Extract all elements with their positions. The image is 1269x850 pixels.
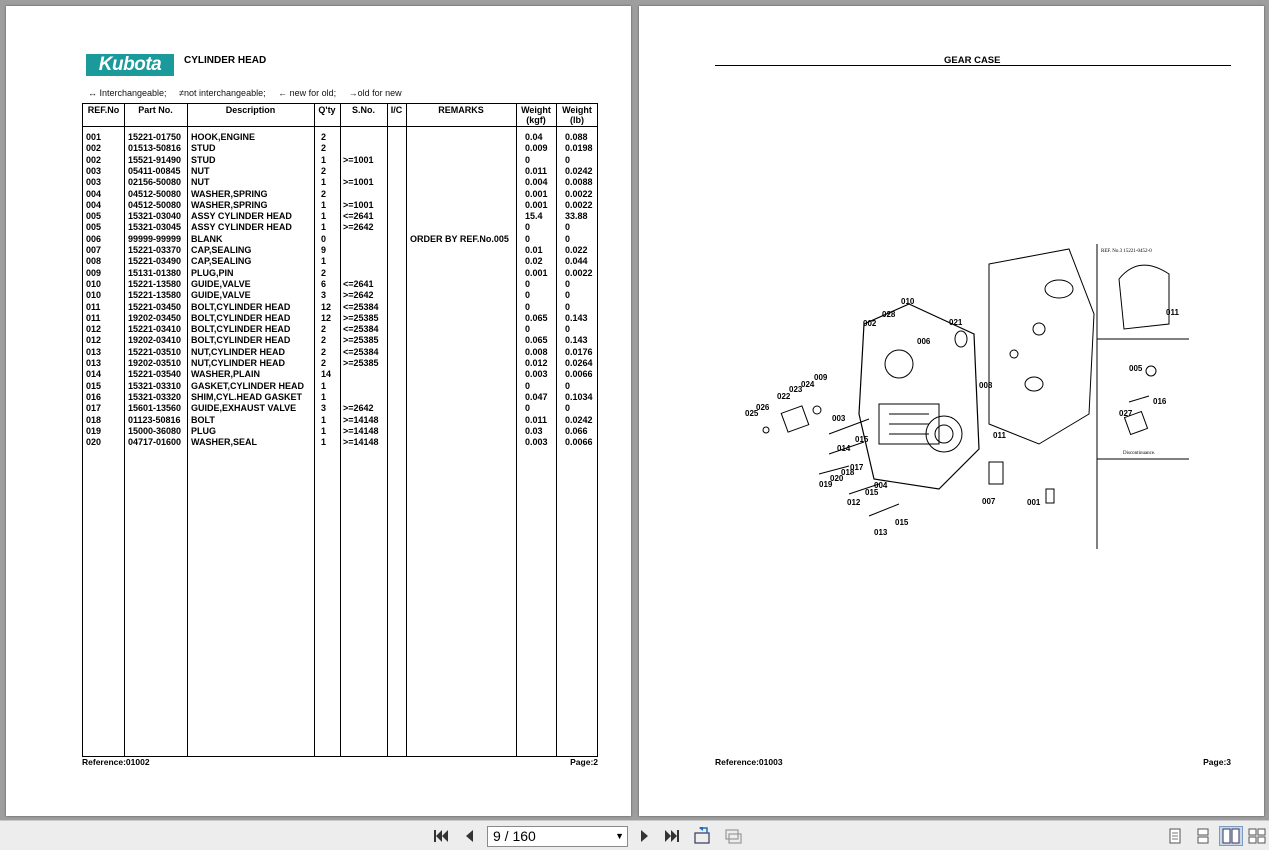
- cell-weight-kgf: 0: [525, 154, 531, 165]
- table-row: [83, 437, 597, 448]
- reference-left: Reference:01002: [82, 757, 150, 767]
- table-row: [83, 211, 597, 222]
- two-page-icon: [1222, 828, 1240, 844]
- cell-serial-no: >=2642: [343, 290, 374, 301]
- table-row: [83, 166, 597, 177]
- last-page-button[interactable]: [662, 827, 682, 845]
- callout-011-inset: 011: [1166, 308, 1179, 317]
- cell-description: ASSY CYLINDER HEAD: [191, 211, 292, 222]
- inset-ref-text: REF. No.3 15221-0452-0: [1101, 249, 1152, 254]
- callout-014: 014: [837, 444, 851, 453]
- cell-qty: 2: [321, 132, 327, 142]
- cell-serial-no: >=2642: [343, 222, 374, 233]
- callout-022: 022: [777, 392, 791, 401]
- cell-part-no: 15321-03310: [128, 380, 182, 391]
- cell-weight-kgf: 0: [525, 380, 531, 391]
- callout-018: 018: [841, 468, 855, 477]
- cell-description: BOLT,CYLINDER HEAD: [191, 312, 291, 323]
- cell-description: BLANK: [191, 233, 223, 244]
- cell-serial-no: >=1001: [343, 177, 374, 188]
- cell-weight-lb: 0.044: [565, 256, 588, 267]
- page-title-right: GEAR CASE: [944, 55, 1001, 66]
- cell-weight-lb: 0.066: [565, 425, 588, 436]
- cell-weight-lb: 0: [565, 301, 571, 312]
- cell-remarks: ORDER BY REF.No.005: [410, 233, 509, 244]
- callout-004: 004: [874, 481, 888, 490]
- last-page-icon: [663, 829, 681, 843]
- callout-027: 027: [1119, 409, 1133, 418]
- callout-025: 025: [745, 409, 759, 418]
- cell-description: CAP,SEALING: [191, 245, 252, 255]
- gear-case-diagram: [739, 234, 1199, 554]
- go-back-view-button[interactable]: [692, 827, 714, 845]
- cell-weight-kgf: 0.047: [525, 391, 548, 402]
- cell-weight-lb: 0.0088: [565, 177, 593, 188]
- cell-qty: 0: [321, 233, 327, 244]
- cell-weight-kgf: 0: [525, 222, 531, 233]
- cell-part-no: 19202-03450: [128, 312, 182, 323]
- legend-interchangeable: ↔ Interchangeable;: [88, 88, 167, 98]
- callout-013: 013: [874, 528, 888, 537]
- table-row: [83, 290, 597, 301]
- cell-qty: 1: [321, 154, 327, 165]
- cell-ref-no: 005: [86, 211, 102, 222]
- table-row: [83, 268, 597, 279]
- cell-weight-lb: 0.0022: [565, 188, 593, 199]
- cell-qty: 1: [321, 437, 327, 448]
- cell-description: GUIDE,EXHAUST VALVE: [191, 403, 297, 414]
- cell-serial-no: >=25385: [343, 358, 379, 368]
- cell-weight-kgf: 0: [525, 301, 531, 312]
- callout-017: 017: [850, 463, 864, 472]
- cell-weight-kgf: 0.01: [525, 245, 543, 255]
- chevron-down-icon[interactable]: ▼: [615, 831, 624, 841]
- cell-part-no: 15221-01750: [128, 132, 182, 142]
- cell-weight-lb: 0.0198: [565, 143, 593, 154]
- first-page-icon: [432, 829, 450, 843]
- cell-serial-no: >=1001: [343, 199, 374, 210]
- cell-part-no: 15000-36080: [128, 425, 182, 436]
- cell-weight-kgf: 0: [525, 278, 531, 289]
- cell-ref-no: 003: [86, 177, 102, 188]
- cell-serial-no: >=2642: [343, 403, 374, 414]
- cell-weight-lb: 0.143: [565, 335, 588, 346]
- callout-003: 003: [832, 414, 846, 423]
- callout-001: 001: [1027, 498, 1041, 507]
- cell-part-no: 15221-03410: [128, 324, 182, 335]
- cell-weight-kgf: 0.012: [525, 358, 548, 368]
- cell-description: WASHER,SEAL: [191, 437, 258, 448]
- first-page-button[interactable]: [431, 827, 451, 845]
- cell-description: STUD: [191, 143, 216, 154]
- single-page-icon: [1168, 828, 1182, 844]
- cell-qty: 2: [321, 165, 327, 176]
- cell-weight-lb: 0.0066: [565, 437, 593, 448]
- callout-008: 008: [979, 381, 993, 390]
- cell-description: SHIM,CYL.HEAD GASKET: [191, 391, 303, 402]
- continuous-view-button[interactable]: [1191, 826, 1215, 846]
- cell-part-no: 15221-03490: [128, 256, 182, 267]
- cell-serial-no: <=25384: [343, 301, 379, 312]
- legend-not-interchangeable: ≠not interchangeable;: [179, 88, 266, 98]
- callout-010: 010: [901, 297, 915, 306]
- page-right: [639, 6, 1264, 816]
- cell-ref-no: 004: [86, 199, 102, 210]
- continuous-page-icon: [1196, 828, 1210, 844]
- table-row: [83, 200, 597, 211]
- cell-qty: 1: [321, 425, 327, 436]
- cell-ref-no: 002: [86, 143, 102, 154]
- cell-part-no: 15221-03540: [128, 369, 182, 380]
- table-row: [83, 335, 597, 346]
- col-weight-lb: Weight (lb): [562, 105, 592, 125]
- cell-qty: 1: [321, 199, 327, 210]
- cell-ref-no: 019: [86, 425, 102, 436]
- col-serial-no: S.No.: [351, 105, 375, 115]
- cell-weight-lb: 0.0022: [565, 199, 593, 210]
- cell-ref-no: 013: [86, 346, 102, 357]
- col-part-no: Part No.: [138, 105, 173, 115]
- cell-weight-lb: 0.0022: [565, 267, 593, 278]
- cell-serial-no: >=14148: [343, 425, 379, 436]
- cell-qty: 1: [321, 391, 327, 402]
- two-page-view-button[interactable]: [1219, 826, 1243, 846]
- table-row: [83, 324, 597, 335]
- cell-weight-lb: 0.0242: [565, 414, 593, 425]
- table-row: [83, 279, 597, 290]
- cell-description: ASSY CYLINDER HEAD: [191, 222, 292, 233]
- cell-description: CAP,SEALING: [191, 256, 252, 267]
- cell-weight-lb: 0: [565, 403, 571, 414]
- cell-qty: 9: [321, 245, 327, 255]
- cell-part-no: 15601-13560: [128, 403, 182, 414]
- cell-weight-kgf: 0: [525, 403, 531, 414]
- callout-009: 009: [814, 373, 828, 382]
- table-row: [83, 426, 597, 437]
- table-row: [83, 143, 597, 154]
- cell-qty: 2: [321, 335, 327, 346]
- callout-026: 026: [756, 403, 770, 412]
- cell-qty: 1: [321, 222, 327, 233]
- cell-weight-kgf: 0.011: [525, 165, 548, 176]
- cell-weight-lb: 0: [565, 154, 571, 165]
- col-ic: I/C: [390, 105, 403, 115]
- cell-ref-no: 009: [86, 267, 102, 278]
- two-page-continuous-button[interactable]: [1245, 826, 1269, 846]
- cell-part-no: 02156-50080: [128, 177, 182, 188]
- callout-028: 028: [882, 310, 896, 319]
- cell-description: WASHER,SPRING: [191, 199, 268, 210]
- legend: [88, 88, 412, 98]
- cell-weight-kgf: 0.065: [525, 312, 548, 323]
- callout-012: 012: [847, 498, 861, 507]
- table-row: [83, 403, 597, 414]
- cell-ref-no: 010: [86, 290, 102, 301]
- single-page-view-button[interactable]: [1163, 826, 1187, 846]
- table-row: [83, 347, 597, 358]
- cell-ref-no: 006: [86, 233, 102, 244]
- title-rule: [715, 65, 1231, 66]
- cell-weight-kgf: 0.04: [525, 132, 543, 142]
- cell-description: NUT: [191, 165, 210, 176]
- cell-part-no: 04512-50080: [128, 199, 182, 210]
- cell-ref-no: 001: [86, 132, 102, 142]
- cell-weight-kgf: 15.4: [525, 211, 543, 222]
- cell-description: GASKET,CYLINDER HEAD: [191, 380, 305, 391]
- cell-weight-lb: 0.0242: [565, 165, 593, 176]
- cell-ref-no: 015: [86, 380, 102, 391]
- cell-qty: 2: [321, 346, 327, 357]
- reference-right: Reference:01003: [715, 757, 783, 767]
- cell-part-no: 15221-03510: [128, 346, 182, 357]
- cell-description: WASHER,SPRING: [191, 188, 268, 199]
- cell-part-no: 15221-13580: [128, 290, 182, 301]
- previous-page-button[interactable]: [460, 827, 478, 845]
- cell-part-no: 15321-03320: [128, 391, 182, 402]
- page-left: [6, 6, 631, 816]
- cell-weight-kgf: 0: [525, 324, 531, 335]
- cell-qty: 1: [321, 414, 327, 425]
- cell-qty: 12: [321, 312, 332, 323]
- callout-021: 021: [949, 318, 963, 327]
- col-qty: Q'ty: [318, 105, 336, 115]
- page-number-left: Page:2: [570, 757, 598, 767]
- cell-part-no: 04512-50080: [128, 188, 182, 199]
- cell-weight-lb: 0.1034: [565, 391, 593, 402]
- cell-ref-no: 007: [86, 245, 102, 255]
- callout-002: 002: [863, 319, 877, 328]
- cell-serial-no: <=25384: [343, 346, 379, 357]
- pdf-toolbar: [0, 820, 1269, 850]
- cell-serial-no: >=14148: [343, 437, 379, 448]
- table-row: [83, 155, 597, 166]
- cell-ref-no: 013: [86, 358, 102, 368]
- legend-new-for-old: ← new for old;: [278, 88, 337, 98]
- cell-ref-no: 005: [86, 222, 102, 233]
- callout-016: 016: [1153, 397, 1167, 406]
- callout-019: 019: [819, 480, 833, 489]
- cell-description: BOLT,CYLINDER HEAD: [191, 301, 291, 312]
- cell-part-no: 15521-91490: [128, 154, 182, 165]
- cell-qty: 2: [321, 143, 327, 154]
- cell-weight-lb: 0: [565, 233, 571, 244]
- cell-ref-no: 008: [86, 256, 102, 267]
- cell-description: NUT,CYLINDER HEAD: [191, 358, 286, 368]
- cell-part-no: 05411-00845: [128, 165, 181, 176]
- cell-weight-kgf: 0.001: [525, 188, 548, 199]
- cell-weight-kgf: 0.003: [525, 369, 548, 380]
- table-row: [83, 369, 597, 380]
- cell-weight-lb: 0: [565, 222, 571, 233]
- cell-part-no: 01123-50816: [128, 414, 181, 425]
- cell-weight-lb: 0.088: [565, 132, 588, 142]
- cell-weight-lb: 0.0176: [565, 346, 593, 357]
- cell-weight-lb: 0: [565, 290, 571, 301]
- page-indicator: 9 / 160: [493, 828, 536, 844]
- cell-weight-kgf: 0.011: [525, 414, 548, 425]
- cell-weight-lb: 33.88: [565, 211, 588, 222]
- cell-ref-no: 011: [86, 312, 101, 323]
- table-row: [83, 245, 597, 256]
- cell-ref-no: 020: [86, 437, 102, 448]
- cell-weight-kgf: 0.001: [525, 199, 548, 210]
- parts-table: [82, 103, 598, 757]
- cell-qty: 2: [321, 267, 327, 278]
- go-forward-view-button[interactable]: [722, 827, 744, 845]
- cell-description: BOLT,CYLINDER HEAD: [191, 324, 291, 335]
- cell-serial-no: <=2641: [343, 211, 374, 222]
- cell-qty: 3: [321, 403, 327, 414]
- table-row: [83, 132, 597, 143]
- cell-ref-no: 010: [86, 278, 102, 289]
- col-ref-no: REF.No: [87, 105, 120, 115]
- previous-page-icon: [463, 829, 475, 843]
- cell-serial-no: <=2641: [343, 278, 374, 289]
- page-title: CYLINDER HEAD: [184, 55, 267, 66]
- cell-qty: 2: [321, 358, 327, 368]
- cell-part-no: 15221-03370: [128, 245, 182, 255]
- table-row: [83, 256, 597, 267]
- cell-part-no: 15131-01380: [128, 267, 182, 278]
- cell-ref-no: 011: [86, 301, 101, 312]
- cell-description: PLUG,PIN: [191, 267, 234, 278]
- cell-ref-no: 004: [86, 188, 102, 199]
- cell-part-no: 15221-03450: [128, 301, 182, 312]
- next-page-button[interactable]: [636, 827, 654, 845]
- cell-weight-kgf: 0.004: [525, 177, 548, 188]
- forward-view-icon: [723, 827, 743, 845]
- cell-qty: 1: [321, 256, 327, 267]
- cell-ref-no: 014: [86, 369, 102, 380]
- page-number-input[interactable]: [487, 826, 628, 847]
- cell-qty: 3: [321, 290, 327, 301]
- table-row: [83, 313, 597, 324]
- cell-weight-kgf: 0.03: [525, 425, 543, 436]
- cell-ref-no: 017: [86, 403, 102, 414]
- cell-description: BOLT: [191, 414, 215, 425]
- cell-weight-kgf: 0.065: [525, 335, 548, 346]
- cell-serial-no: >=25385: [343, 335, 379, 346]
- cell-qty: 1: [321, 380, 327, 391]
- table-row: [83, 222, 597, 233]
- cell-weight-kgf: 0: [525, 233, 531, 244]
- cell-part-no: 01513-50816: [128, 143, 182, 154]
- cell-part-no: 15321-03040: [128, 211, 182, 222]
- cell-part-no: 04717-01600: [128, 437, 182, 448]
- cell-description: WASHER,PLAIN: [191, 369, 261, 380]
- table-row: [83, 415, 597, 426]
- cell-ref-no: 012: [86, 335, 102, 346]
- cell-description: GUIDE,VALVE: [191, 278, 251, 289]
- cell-part-no: 19202-03510: [128, 358, 182, 368]
- callout-015: 015: [855, 435, 869, 444]
- callout-006: 006: [917, 337, 931, 346]
- table-row: [83, 358, 597, 369]
- callout-015c: 015: [895, 518, 909, 527]
- cell-weight-lb: 0.143: [565, 312, 588, 323]
- cell-weight-kgf: 0.02: [525, 256, 543, 267]
- cell-weight-lb: 0: [565, 380, 571, 391]
- table-row: [83, 234, 597, 245]
- col-description: Description: [225, 105, 276, 115]
- cell-weight-lb: 0.022: [565, 245, 588, 255]
- legend-old-for-new: →old for new: [348, 88, 402, 98]
- table-header: [83, 104, 597, 127]
- two-page-continuous-icon: [1248, 828, 1266, 844]
- cell-description: BOLT,CYLINDER HEAD: [191, 335, 291, 346]
- cell-ref-no: 003: [86, 165, 102, 176]
- cell-weight-lb: 0: [565, 324, 571, 335]
- cell-qty: 2: [321, 324, 327, 335]
- callout-024: 024: [801, 380, 815, 389]
- cell-qty: 12: [321, 301, 332, 312]
- table-row: [83, 189, 597, 200]
- next-page-icon: [639, 829, 651, 843]
- cell-description: NUT: [191, 177, 210, 188]
- table-row: [83, 381, 597, 392]
- table-row: [83, 302, 597, 313]
- cell-serial-no: >=1001: [343, 154, 374, 165]
- cell-weight-lb: 0: [565, 278, 571, 289]
- cell-description: PLUG: [191, 425, 217, 436]
- callout-015b: 015: [865, 488, 879, 497]
- cell-qty: 1: [321, 211, 327, 222]
- cell-qty: 14: [321, 369, 332, 380]
- cell-weight-kgf: 0.003: [525, 437, 548, 448]
- table-row: [83, 392, 597, 403]
- cell-part-no: 15321-03045: [128, 222, 182, 233]
- cell-description: GUIDE,VALVE: [191, 290, 251, 301]
- inset-discontinuance: Discontinuance.: [1123, 451, 1156, 456]
- col-weight-kgf: Weight (kgf): [521, 105, 551, 125]
- cell-serial-no: >=25385: [343, 312, 379, 323]
- cell-weight-lb: 0.0264: [565, 358, 593, 368]
- cell-ref-no: 002: [86, 154, 102, 165]
- cell-part-no: 15221-13580: [128, 278, 182, 289]
- cell-ref-no: 012: [86, 324, 102, 335]
- cell-serial-no: <=25384: [343, 324, 379, 335]
- col-remarks: REMARKS: [438, 105, 484, 115]
- table-row: [83, 177, 597, 188]
- cell-weight-kgf: 0: [525, 290, 531, 301]
- cell-description: HOOK,ENGINE: [191, 132, 256, 142]
- cell-weight-lb: 0.0066: [565, 369, 593, 380]
- callout-005: 005: [1129, 364, 1143, 373]
- cell-part-no: 99999-99999: [128, 233, 182, 244]
- callout-023: 023: [789, 385, 803, 394]
- cell-weight-kgf: 0.008: [525, 346, 548, 357]
- cell-weight-kgf: 0.001: [525, 267, 548, 278]
- cell-description: NUT,CYLINDER HEAD: [191, 346, 286, 357]
- callout-007: 007: [982, 497, 996, 506]
- cell-serial-no: >=14148: [343, 414, 379, 425]
- cell-weight-kgf: 0.009: [525, 143, 548, 154]
- cell-description: STUD: [191, 154, 216, 165]
- cell-qty: 2: [321, 188, 327, 199]
- callout-011: 011: [993, 431, 1006, 440]
- cell-ref-no: 016: [86, 391, 102, 402]
- cell-ref-no: 018: [86, 414, 102, 425]
- page-number-right: Page:3: [1203, 757, 1231, 767]
- kubota-logo: Kubota: [86, 54, 174, 76]
- back-view-icon: [693, 827, 713, 845]
- cell-part-no: 19202-03410: [128, 335, 182, 346]
- cell-qty: 6: [321, 278, 327, 289]
- callout-020: 020: [830, 474, 844, 483]
- cell-qty: 1: [321, 177, 327, 188]
